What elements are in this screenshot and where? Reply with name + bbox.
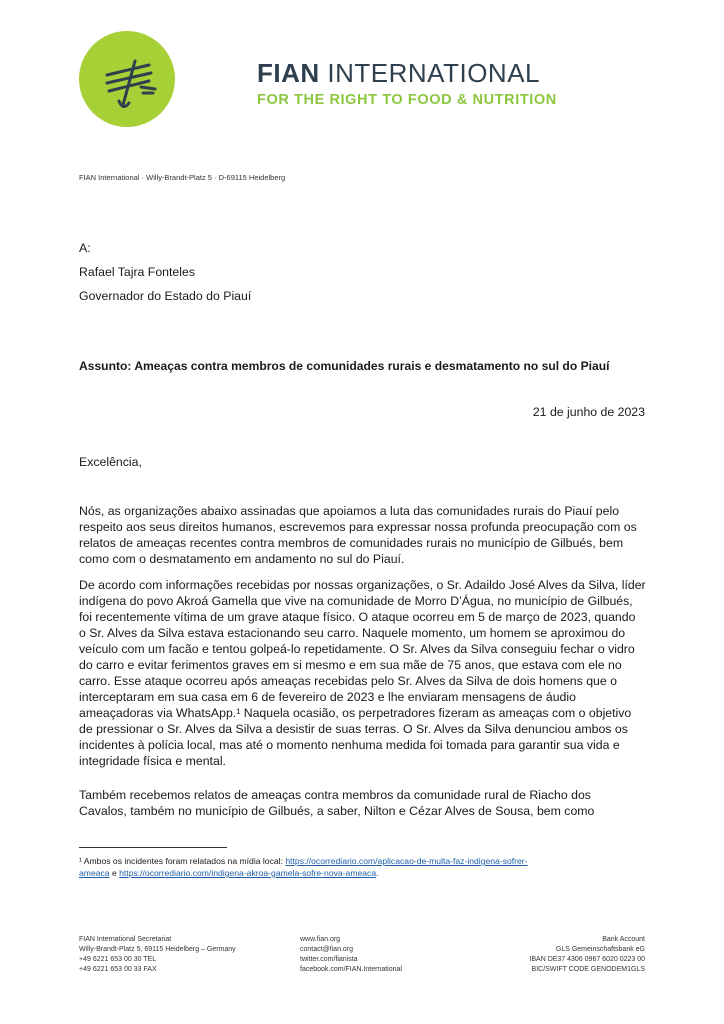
- recipient-name: Rafael Tajra Fonteles: [79, 265, 195, 279]
- text-line: carro. Esse ataque ocorreu após ameaças recebidas pelo Sr. Alves da Silva de dois homens que o: [79, 674, 617, 688]
- paragraph-1: [79, 503, 649, 567]
- footnote-link-1-cont[interactable]: ameaca: [79, 868, 110, 878]
- footer-line: contact@fian.org: [300, 946, 354, 953]
- footer-line: Willy-Brandt-Platz 5, 69115 Heidelberg – Germany: [79, 946, 236, 953]
- footer-line: BIC/SWIFT CODE GENODEM1GLS: [531, 966, 645, 973]
- footer-line: +49 6221 653 00 33 FAX: [79, 966, 157, 973]
- text-line: relatos de ameaças recentes contra membros de comunidades rurais no município de Gilbués, bem: [79, 536, 624, 550]
- footer-line: GLS Gemeinschaftsbank eG: [555, 946, 645, 953]
- footnote-text: ¹ Ambos os incidentes foram relatados na mídia local:: [79, 856, 286, 866]
- text-line: foi recentemente vítima de um grave ataque físico. O ataque ocorreu em 5 de março de 2023, quando: [79, 610, 636, 624]
- footnote-text: e: [109, 868, 120, 878]
- paragraph-3: [79, 787, 649, 819]
- fian-logo: [79, 31, 175, 127]
- footer-line: IBAN DE37 4306 0967 6020 0223 00: [529, 956, 645, 963]
- subject-line: Assunto: Ameaças contra membros de comunidades rurais e desmatamento no sul do Piauí: [79, 359, 610, 373]
- text-line: indígena do povo Akroá Gamella que vive na comunidade de Morro D’Água, no município de Gilbués,: [79, 594, 633, 608]
- text-line: Nós, as organizações abaixo assinadas que apoiamos a luta das comunidades rurais do Piauí pelo: [79, 504, 620, 518]
- footer-bank: [529, 935, 645, 975]
- text-line: do carro e evitar ferimentos graves em si mesmo e em sua mãe de 75 anos, que estava com ele no: [79, 658, 622, 672]
- text-line: como com o desmatamento em andamento no sul do Piauí.: [79, 552, 405, 566]
- footnote-link-1[interactable]: https://ocorrediario.com/aplicacao-de-multa-faz-indigena-sofrer-: [285, 856, 528, 866]
- footer-address: [79, 935, 236, 975]
- footnote-link-2[interactable]: https://ocorrediario.com/indigena-akroa-gamela-sofre-nova-ameaca: [119, 868, 377, 878]
- sender-address: FIAN International · Willy-Brandt-Platz 5 · D-69115 Heidelberg: [79, 173, 286, 182]
- footnote: [79, 855, 528, 879]
- text-line: Cavalos, também no município de Gilbués, a saber, Nilton e Cézar Alves de Sousa, bem como: [79, 804, 595, 818]
- paragraph-2: [79, 577, 649, 769]
- greeting: Excelência,: [79, 455, 142, 469]
- footer-line: +49 6221 653 00 30 TEL: [79, 956, 157, 963]
- footer-line: Bank Account: [602, 936, 645, 943]
- brand-tagline: FOR THE RIGHT TO FOOD & NUTRITION: [257, 92, 557, 108]
- footer-line: twitter.com/fianista: [300, 956, 358, 963]
- text-line: o Sr. Alves da Silva estava estacionando seu carro. Naquele momento, um homem se aproximou do: [79, 626, 626, 640]
- recipient-title: Governador do Estado do Piauí: [79, 289, 252, 303]
- text-line: De acordo com informações recebidas por nossas organizações, o Sr. Adaildo José Alves da Silva, líder: [79, 578, 646, 592]
- recipient-prefix: A:: [79, 241, 91, 255]
- footnote-text: .: [376, 868, 379, 878]
- footer-contact: [300, 935, 402, 975]
- text-line: ameaçadoras via WhatsApp.¹ Naquela ocasião, os perpetradores fizeram as ameaças com o objetivo: [79, 706, 632, 720]
- footnote-divider: [79, 847, 227, 848]
- text-line: de pressionar o Sr. Alves da Silva a desistir de suas terras. O Sr. Alves da Silva denunciou ambos os: [79, 722, 628, 736]
- footer-line: www.fian.org: [300, 936, 341, 943]
- fork-field-icon: [79, 31, 175, 127]
- letter-date: 21 de junho de 2023: [532, 405, 645, 419]
- brand-name: FIAN INTERNATIONAL: [257, 58, 540, 88]
- text-line: incidentes à polícia local, mas até o momento nenhuma medida foi tomada para garantir sua vida e: [79, 738, 620, 752]
- text-line: Também recebemos relatos de ameaças contra membros da comunidade rural de Riacho dos: [79, 788, 591, 802]
- text-line: veículo com um facão e tentou golpeá-lo repetidamente. O Sr. Alves da Silva conseguiu fechar o vidro: [79, 642, 635, 656]
- text-line: interceptaram em sua casa em 6 de fevereiro de 2023 e lhe enviaram mensagens de áudio: [79, 690, 576, 704]
- text-line: respeito aos seus direitos humanos, escrevemos para expressar nossa profunda preocupação com os: [79, 520, 637, 534]
- text-line: integridade física e mental.: [79, 754, 226, 768]
- footer-line: FIAN International Secretariat: [79, 936, 172, 943]
- footer-line: facebook.com/FIAN.International: [300, 966, 402, 973]
